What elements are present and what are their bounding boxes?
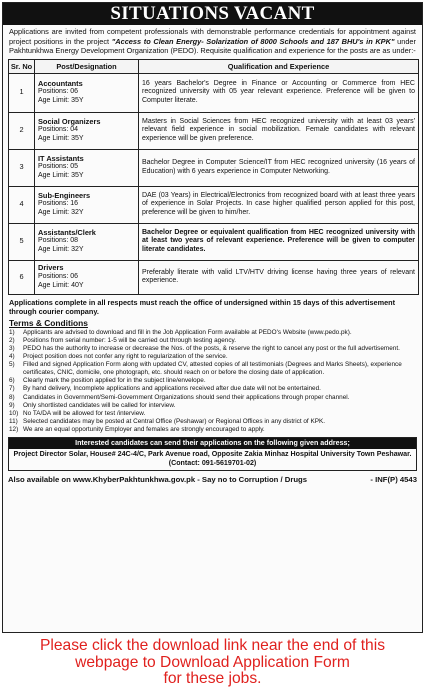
post-age: Age Limit: 35Y bbox=[38, 97, 84, 105]
positions-table bbox=[8, 59, 419, 295]
intro-text-end: under Pakhtunkhwa Energy Development Organization (PEDO). Requisite qualification and experience for the posts are as under:- bbox=[9, 36, 417, 56]
term-number: 6) bbox=[9, 377, 15, 385]
row-post bbox=[35, 260, 139, 294]
table-header-row bbox=[9, 59, 419, 73]
row-qualification: Preferably literate with valid LTV/HTV driving license having three years of relevant experience. bbox=[139, 260, 419, 294]
row-qualification: Masters in Social Sciences from HEC recognized university with at least 03 years' relevant field experience in social mobilization. Female candidates with relevant experience will be given preference. bbox=[139, 112, 419, 149]
row-sr: 2 bbox=[9, 112, 35, 149]
application-address-box bbox=[8, 437, 417, 471]
term-number: 8) bbox=[9, 393, 15, 401]
post-age: Age Limit: 40Y bbox=[38, 281, 84, 289]
terms-heading: Terms & Conditions bbox=[9, 317, 88, 328]
ad-intro bbox=[3, 25, 422, 56]
job-advertisement bbox=[2, 2, 423, 633]
post-count: Positions: 05 bbox=[38, 163, 79, 171]
row-sr: 1 bbox=[9, 73, 35, 112]
header-post: Post/Designation bbox=[35, 59, 139, 73]
term-number: 3) bbox=[9, 344, 15, 352]
term-number: 11) bbox=[9, 417, 18, 425]
row-post bbox=[35, 73, 139, 112]
post-count: Positions: 08 bbox=[38, 237, 79, 245]
list-item bbox=[9, 337, 416, 345]
list-item bbox=[9, 418, 416, 426]
term-number: 2) bbox=[9, 336, 15, 344]
terms-list bbox=[3, 328, 422, 434]
post-title: Drivers bbox=[38, 263, 64, 273]
term-number: 4) bbox=[9, 353, 15, 361]
table-row bbox=[9, 73, 419, 112]
term-number: 7) bbox=[9, 385, 15, 393]
row-sr: 4 bbox=[9, 186, 35, 223]
footer-ref: - INF(P) 4543 bbox=[370, 474, 417, 484]
term-text: Clearly mark the position applied for in the subject line/envelope. bbox=[23, 377, 206, 385]
term-text: By hand delivery, Incomplete applications and applications received after due date will not be entertained. bbox=[23, 385, 321, 393]
list-item bbox=[9, 377, 416, 385]
term-number: 12) bbox=[9, 425, 19, 433]
submission-notice: Applications complete in all respects must reach the office of undersigned within 15 days of this advertisement through courier company. bbox=[9, 297, 396, 316]
list-item bbox=[9, 402, 416, 410]
post-title: Assistants/Clerk bbox=[38, 227, 96, 237]
row-qualification: DAE (03 Years) in Electrical/Electronics from recognized board with at least three years of experience in Solar Projects. In case higher qualified person applied for this post, preference will be given to him/her. bbox=[139, 186, 419, 223]
term-number: 9) bbox=[9, 401, 15, 409]
term-number: 10) bbox=[9, 409, 19, 417]
post-age: Age Limit: 35Y bbox=[38, 172, 84, 180]
row-post bbox=[35, 112, 139, 149]
list-item bbox=[9, 385, 416, 393]
footer-website: Also available on www.KhyberPakhtunkhwa.gov.pk - Say no to Corruption / Drugs bbox=[8, 474, 307, 484]
download-notice bbox=[0, 638, 425, 687]
list-item bbox=[9, 394, 416, 402]
list-item bbox=[9, 410, 416, 418]
term-text: Selected candidates may be posted at Central Office (Peshawar) or Regional Offices in any district of KPK. bbox=[23, 417, 326, 425]
list-item bbox=[9, 353, 416, 361]
row-sr: 5 bbox=[9, 223, 35, 260]
intro-text: Applications are invited from competent professionals with demonstrable performance credentials for appointment against project positions in the project bbox=[9, 27, 416, 46]
header-sr: Sr. No bbox=[9, 59, 35, 73]
term-text: Project position does not confer any right to regularization of the service. bbox=[23, 353, 228, 361]
post-age: Age Limit: 32Y bbox=[38, 246, 84, 254]
row-post bbox=[35, 149, 139, 186]
list-item bbox=[9, 345, 416, 353]
ad-title: SITUATIONS VACANT bbox=[3, 3, 422, 25]
row-sr: 6 bbox=[9, 260, 35, 294]
term-number: 1) bbox=[9, 328, 15, 336]
post-title: IT Assistants bbox=[38, 153, 84, 163]
post-count: Positions: 06 bbox=[38, 272, 79, 280]
table-row bbox=[9, 260, 419, 294]
row-post bbox=[35, 223, 139, 260]
row-qualification: Bachelor Degree in Computer Science/IT from HEC recognized university (16 years of Education) with 6 years experience in Computer Networking. bbox=[139, 149, 419, 186]
post-title: Sub-Engineers bbox=[38, 190, 91, 200]
download-notice-line: Please click the download link near the end of this bbox=[39, 637, 385, 654]
row-qualification: 16 years Bachelor's Degree in Finance or Accounting or Commerce from HEC recognized university with 05 year relevant experience. Preference will be given to Computer literate. bbox=[139, 73, 419, 112]
table-row bbox=[9, 149, 419, 186]
term-text: Applicants are advised to download and fill in the Job Application Form available at PEDO's Website (www.pedo.pk). bbox=[23, 328, 352, 336]
term-text: No TA/DA will be allowed for test /interview. bbox=[23, 409, 146, 417]
table-row bbox=[9, 112, 419, 149]
list-item bbox=[9, 426, 416, 434]
list-item bbox=[9, 329, 416, 337]
term-number: 5) bbox=[9, 361, 15, 369]
term-text: PEDO has the authority to increase or decrease the Nos. of the posts, & reserve the right to cancel any post or the full advertisement. bbox=[23, 344, 400, 352]
post-title: Social Organizers bbox=[38, 116, 101, 126]
row-sr: 3 bbox=[9, 149, 35, 186]
term-text: Filled and signed Application Form along with updated CV, attested copies of all testimonials (Degrees and Marks Sheets), experience certificates, CNIC, domicile, one photograph, etc. should reach on or before the closing date of application. bbox=[23, 361, 402, 377]
download-notice-line: for these jobs. bbox=[163, 670, 262, 687]
term-text: Positions from serial number: 1-5 will be carried out through testing agency. bbox=[23, 336, 237, 344]
apply-address: Project Director Solar, House# 24C-4/C, Park Avenue road, Opposite Zakia Minhaz Hospital University Town Peshawar. (Contact: 091-5619701-02) bbox=[13, 450, 412, 468]
term-text: Only shortlisted candidates will be called for interview. bbox=[23, 401, 176, 409]
post-count: Positions: 06 bbox=[38, 88, 79, 96]
post-title: Accountants bbox=[38, 78, 83, 88]
post-count: Positions: 16 bbox=[38, 200, 79, 208]
ad-footer bbox=[8, 475, 417, 485]
post-count: Positions: 04 bbox=[38, 126, 79, 134]
row-qualification: Bachelor Degree or equivalent qualification from HEC recognized university with at least two years of relevant experience. Preference will be given to computer literate candidates. bbox=[139, 223, 419, 260]
term-text: Candidates in Government/Semi-Government Organizations should send their applications through proper channel. bbox=[23, 393, 350, 401]
apply-heading: Interested candidates can send their applications on the following given address; bbox=[9, 438, 416, 449]
table-row bbox=[9, 186, 419, 223]
table-row bbox=[9, 223, 419, 260]
post-age: Age Limit: 32Y bbox=[38, 209, 84, 217]
row-post bbox=[35, 186, 139, 223]
list-item bbox=[9, 361, 416, 377]
download-notice-line: webpage to Download Application Form bbox=[75, 653, 350, 671]
header-qualification: Qualification and Experience bbox=[139, 59, 419, 73]
post-age: Age Limit: 35Y bbox=[38, 135, 84, 143]
term-text: We are an equal opportunity Employer and females are strongly encouraged to apply. bbox=[23, 425, 265, 433]
project-name: "Access to Clean Energy- Solarization of 8000 Schools and 187 BHU's in KPK" bbox=[111, 36, 395, 46]
